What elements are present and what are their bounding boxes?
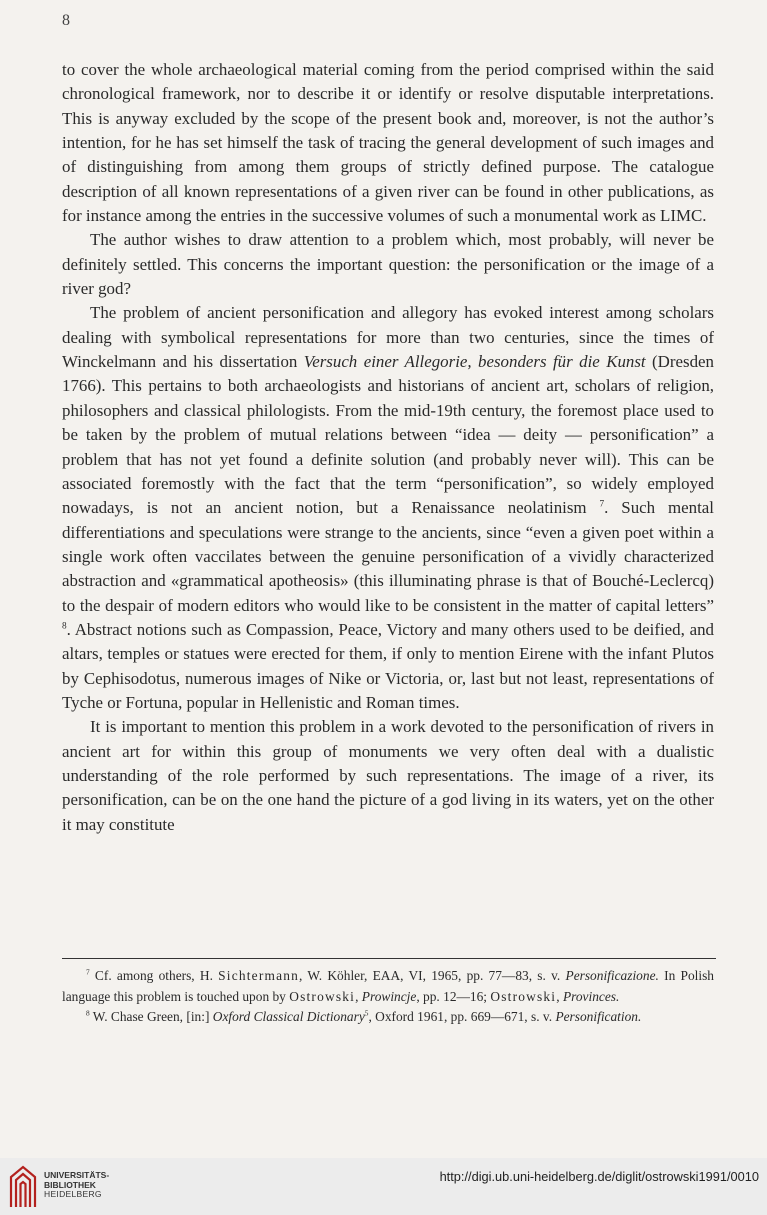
text-run: It is important to mention this problem in a work devoted to the personification of rivers in ancient art for within this group of monuments we very often deal with a dualistic understanding of the role performed by such representations. The image of a river, its personification, can be on the one hand the picture of a god living in its waters, yet on the other it may constitute bbox=[62, 717, 714, 834]
logo-line-heidelberg: HEIDELBERG bbox=[44, 1189, 102, 1199]
text-run: In Polish language this problem is touched upon by bbox=[62, 968, 714, 1004]
library-logo-icon bbox=[8, 1163, 38, 1209]
text-run: , W. Köhler, EAA, VI, 1965, pp. 77—83, s. v. bbox=[299, 968, 566, 983]
text-run: W. Chase Green, [in:] bbox=[89, 1009, 213, 1024]
italic-text: Personificazione. bbox=[565, 968, 659, 983]
italic-text: Oxford Classical Dictionary bbox=[212, 1009, 365, 1024]
author-name: Ostrowski bbox=[289, 988, 356, 1004]
logo-line-universitaets: UNIVERSITÄTS- bbox=[44, 1170, 110, 1180]
footer-bar bbox=[0, 1158, 767, 1215]
italic-text: Personification. bbox=[555, 1009, 642, 1024]
source-url-link[interactable]: http://digi.ub.uni-heidelberg.de/diglit/ostrowski1991/0010 bbox=[439, 1169, 759, 1184]
text-run: to cover the whole archaeological material coming from the period comprised within the said chronological framework, nor to describe it or identify or resolve disputable interpretations. This is anyway excluded by the scope of the present book and, moreover, is not the author’s intention, for he has set himself the task of tracing the general development of such images and of distinguishing from among them groups of strictly defined purpose. The catalogue description of all known representations of a given river can be found in other publications, as for instance among the entries in the successive volumes of such a monumental work as LIMC. bbox=[62, 60, 714, 226]
footnote-ref: 7 bbox=[599, 499, 605, 510]
body-text bbox=[62, 58, 714, 837]
text-run: (Dresden 1766). This pertains to both archaeologists and historians of ancient art, scholars of religion, philosophers and classical philologists. From the mid-19th century, the foremost place used to be taken by the problem of mutual relations between “idea — deity — personification” a problem that has not yet found a definite solution (and probably never will). This can be associated foremostly with the fact that the term “personification”, so widely employed nowadays, is not an ancient notion, but a Renaissance neolatinism bbox=[62, 352, 714, 518]
text-run: The author wishes to draw attention to a problem which, most probably, will never be definitely settled. This concerns the important question: the personification or the image of a river god? bbox=[62, 230, 714, 299]
text-run: . Such mental differentiations and speculations were strange to the ancients, since “even a given poet within a single work often vaccilates between the genuine personification of a vividly characterized abstraction and «grammatical apotheosis» (this illuminating phrase is that of Bouché-Leclercq) to the despair of modern editors who would like to be consistent in the matter of capital letters” bbox=[62, 498, 714, 615]
text-run: , pp. 12—16; bbox=[416, 988, 491, 1004]
text-run: , bbox=[556, 988, 563, 1004]
page-number: 8 bbox=[62, 12, 70, 29]
footnote-ref: 5 bbox=[364, 1008, 369, 1018]
text-run: . Abstract notions such as Compassion, Peace, Victory and many others used to be deified, and altars, temples or statues were erected for them, if only to mention Eirene with the infant Plutos by Cephisodotus, numerous images of Nike or Victoria, or, last but not least, representations of Tyche or Fortuna, popular in Hellenistic and Roman times. bbox=[62, 619, 714, 712]
footnote bbox=[62, 966, 714, 1007]
library-logo-text bbox=[44, 1171, 109, 1200]
footnote-separator bbox=[62, 958, 716, 959]
text-run: Cf. among others, H. bbox=[89, 968, 219, 983]
italic-text: Prowincje bbox=[361, 988, 417, 1004]
author-name: Ostrowski bbox=[490, 988, 557, 1004]
logo-line-bibliothek: BIBLIOTHEK bbox=[44, 1179, 96, 1190]
italic-text: Versuch einer Allegorie, besonders für die Kunst bbox=[303, 352, 646, 372]
author-name: Sichtermann bbox=[218, 968, 300, 983]
footnote-ref: 8 bbox=[62, 621, 67, 632]
italic-text: Provinces. bbox=[562, 988, 620, 1004]
text-run: The problem of ancient personification and allegory has evoked interest among scholars dealing with symbolical representations for more than two centuries, since the times of Winckelmann and his dissertation bbox=[62, 303, 714, 372]
footnotes bbox=[62, 966, 714, 1028]
footnote-ref: 7 bbox=[86, 967, 90, 977]
paragraph bbox=[62, 58, 714, 228]
paragraph bbox=[62, 715, 714, 837]
paragraph bbox=[62, 301, 714, 715]
paragraph bbox=[62, 228, 714, 301]
footnote bbox=[62, 1007, 714, 1028]
text-run: , Oxford 1961, pp. 669—671, s. v. bbox=[368, 1009, 556, 1024]
footnote-ref: 8 bbox=[86, 1008, 90, 1018]
text-run: , bbox=[355, 988, 362, 1004]
